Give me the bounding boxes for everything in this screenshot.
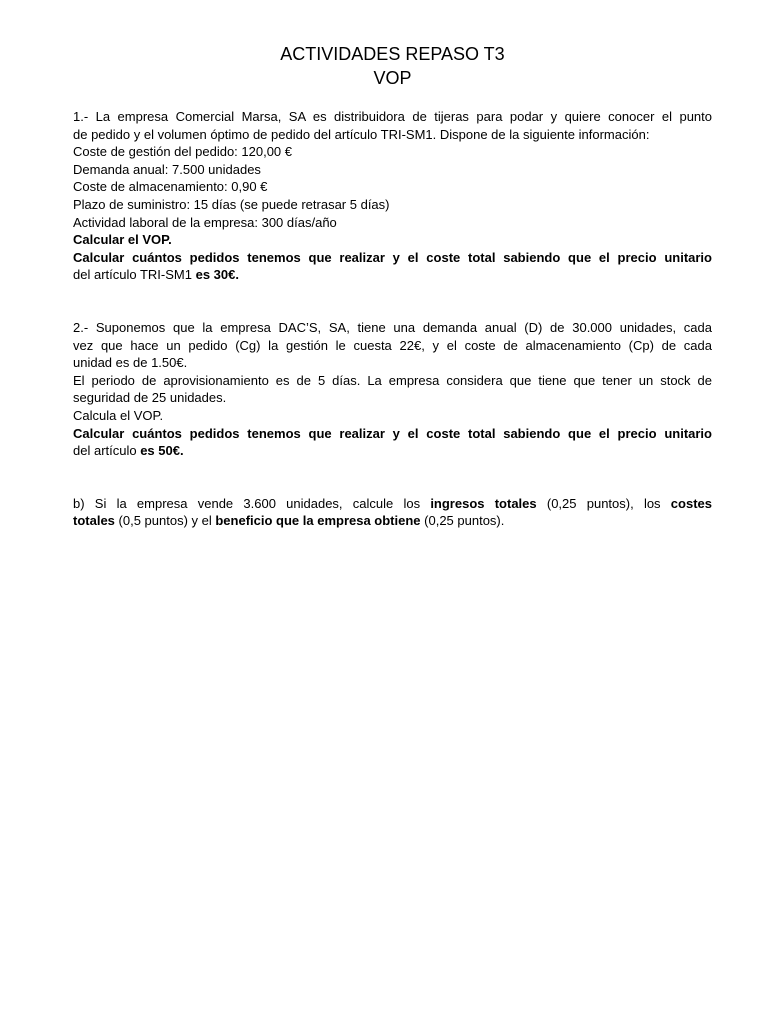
exercise-2-task-text: del artículo: [73, 443, 141, 459]
exercise-1-data-line: Coste de almacenamiento: 0,90 €: [73, 179, 268, 195]
exercise-3-beneficio: beneficio que la empresa obtiene: [215, 513, 421, 529]
exercise-3-line-1: [73, 495, 712, 513]
exercise-3-text: (0,25 puntos).: [420, 513, 505, 529]
exercise-2-line-5: seguridad de 25 unidades.: [73, 390, 227, 406]
exercise-1-data-line: Actividad laboral de la empresa: 300 días/año: [73, 214, 337, 230]
exercise-2-price: es 50€.: [140, 443, 184, 459]
exercise-2-line-3: unidad es de 1.50€.: [73, 355, 188, 371]
exercise-3: [73, 495, 712, 530]
document-title: [73, 42, 712, 90]
exercise-3-line-2: [73, 512, 712, 530]
exercise-1-task-1: Calcular el VOP.: [73, 232, 172, 248]
title-line-2: VOP: [373, 68, 412, 88]
exercise-1-data-line: Coste de gestión del pedido: 120,00 €: [73, 144, 293, 160]
exercise-2-line-4: El periodo de aprovisionamiento es de 5 días. La empresa considera que tiene que tener un stock de: [73, 372, 712, 388]
document-page: [73, 42, 712, 530]
exercise-3-text: b) Si la empresa vende 3.600 unidades, calcule los: [73, 495, 431, 511]
exercise-3-ingresos: ingresos totales: [430, 495, 537, 511]
exercise-2-line-1: 2.- Suponemos que la empresa DAC’S, SA, tiene una demanda anual (D) de 30.000 unidades, cada: [73, 319, 712, 335]
exercise-1-price: es 30€.: [195, 267, 239, 283]
exercise-2-task-line-2: [73, 442, 712, 460]
exercise-3-text: (0,5 puntos) y el: [114, 513, 216, 529]
exercise-2-line-2: vez que hace un pedido (Cg) la gestión le cuesta 22€, y el coste de almacenamiento (Cp) de cada: [73, 337, 712, 353]
exercise-2: [73, 319, 712, 460]
exercise-1-intro-line-1: 1.- La empresa Comercial Marsa, SA es distribuidora de tijeras para podar y quiere conocer el punto: [73, 109, 712, 124]
exercise-1: [73, 108, 712, 284]
exercise-3-totales: totales: [73, 513, 115, 529]
exercise-1-data-line: Plazo de suministro: 15 días (se puede retrasar 5 días): [73, 196, 390, 212]
exercise-2-task-line-1: Calcular cuántos pedidos tenemos que realizar y el coste total sabiendo que el precio unitario: [73, 425, 712, 441]
exercise-1-task-2-line-1: Calcular cuántos pedidos tenemos que realizar y el coste total sabiendo que el precio unitario: [73, 249, 712, 265]
title-line-1: ACTIVIDADES REPASO T3: [280, 44, 505, 64]
exercise-1-task-2-text: del artículo TRI-SM1: [73, 267, 196, 283]
exercise-3-costes: costes: [670, 495, 712, 511]
exercise-2-line-6: Calcula el VOP.: [73, 407, 164, 423]
exercise-3-text: (0,25 puntos), los: [536, 495, 671, 511]
exercise-1-task-2-line-2: [73, 266, 712, 284]
exercise-1-intro-line-2: de pedido y el volumen óptimo de pedido del artículo TRI-SM1. Dispone de la siguiente información:: [73, 126, 650, 142]
exercise-1-data-line: Demanda anual: 7.500 unidades: [73, 161, 261, 177]
